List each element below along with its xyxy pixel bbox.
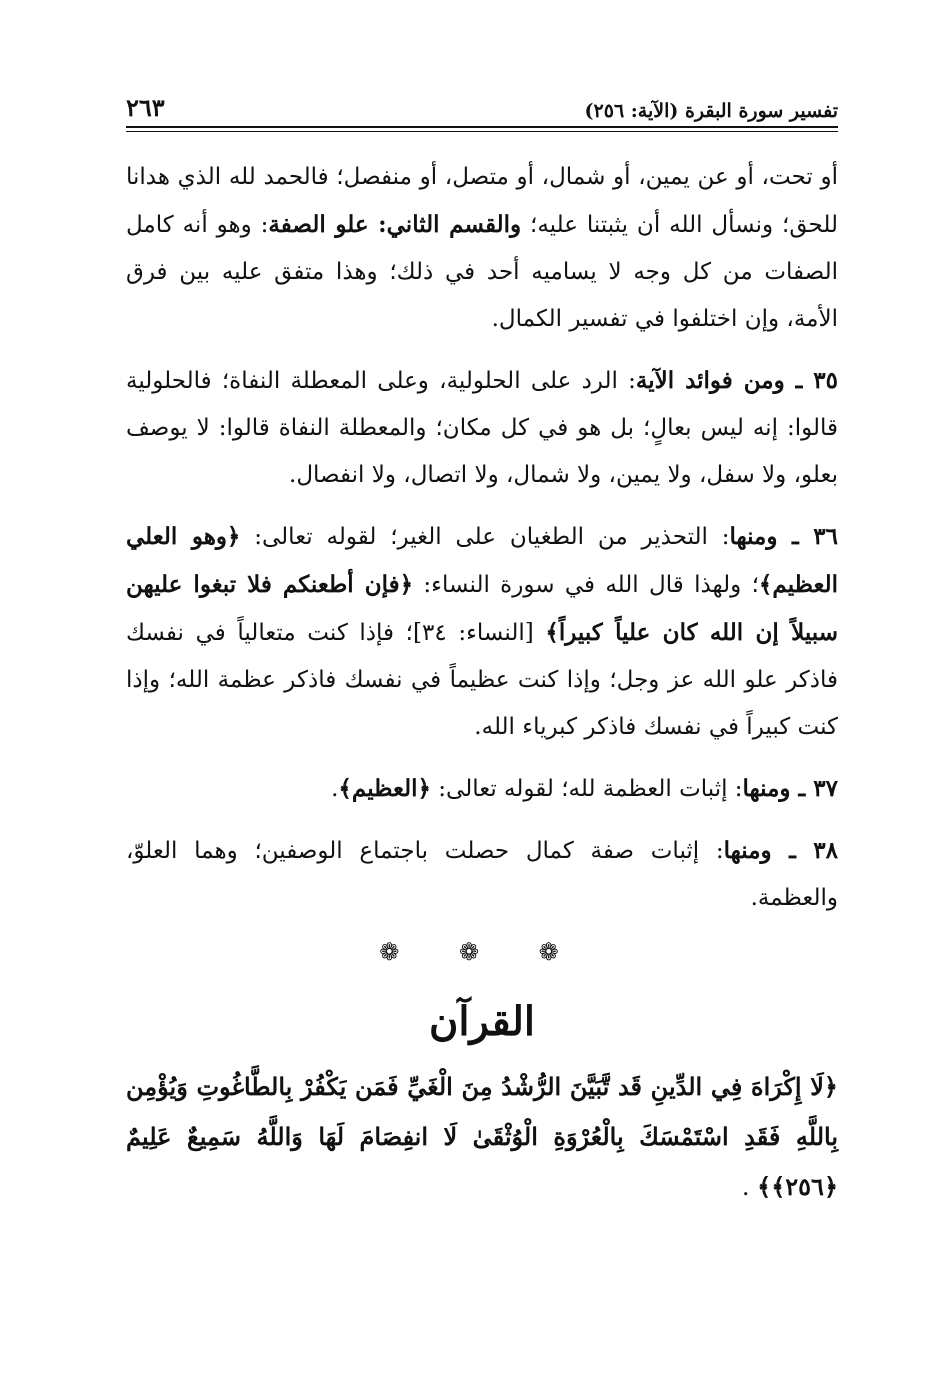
item-heading: ٣٥ ـ ومن فوائد الآية (635, 367, 838, 394)
quran-verse (126, 1062, 838, 1212)
text: [النساء: ٣٤]؛ فإذا كنت متعالياً في نفسك فاذكر علو الله عز وجل؛ وإذا كنت عظيماً في نفسك فاذكر عظمة الله؛ وإذا كنت كبيراً في نفسك فاذكر كبرياء الله. (126, 620, 838, 740)
text: : الرد على الحلولية، وعلى المعطلة النفاة؛ فالحلولية قالوا: إنه ليس بعالٍ؛ بل هو في كل مكان؛ والمعطلة النفاة قالوا: لا يوصف بعلو، ولا سفل، ولا يمين، ولا شمال، ولا اتصال، ولا انفصال. (126, 368, 838, 488)
item-heading: ٣٦ ـ ومنها (729, 523, 839, 550)
book-page (126, 78, 838, 1318)
text: : وهو أنه كامل الصفات من كل وجه لا يساميه أحد في ذلك؛ وهذا متفق عليه بين فرق الأمة، وإن اختلفوا في تفسير الكمال. (126, 212, 838, 332)
page-number: ٢٦٣ (126, 93, 165, 122)
bold-term: والقسم الثاني: علو الصفة (268, 211, 522, 238)
quran-quote: ﴿فإن أطعنكم فلا تبغوا عليهن سبيلاً إن الله كان علياً كبيراً﴾ (126, 571, 839, 646)
paragraph-35 (126, 357, 838, 499)
paragraph-37 (126, 765, 838, 813)
text: : التحذير من الطغيان على الغير؛ لقوله تعالى: (240, 524, 730, 550)
quran-quote: ﴿وهو العلي العظيم﴾ (126, 523, 838, 598)
text: : إثبات العظمة لله؛ لقوله تعالى: (430, 776, 743, 802)
text: أو تحت، أو عن يمين، أو شمال، أو متصل، أو منفصل؛ فالحمد لله الذي هدانا للحق؛ ونسأل الله أن يثبتنا عليه؛ (126, 164, 838, 238)
header-rule-thin (126, 131, 838, 132)
text: : إثبات صفة كمال حصلت باجتماع الوصفين؛ وهما العلوّ، والعظمة. (126, 838, 838, 911)
paragraph-36 (126, 513, 838, 751)
text: ؛ ولهذا قال الله في سورة النساء: (413, 572, 759, 598)
quran-quote: ﴿العظيم﴾ (338, 775, 431, 802)
text: . (331, 776, 339, 802)
header-title: تفسير سورة البقرة (الآية: ٢٥٦) (584, 100, 838, 122)
paragraph-1 (126, 154, 838, 343)
item-heading: ٣٨ ـ ومنها (723, 837, 838, 864)
header-rule-thick (126, 126, 838, 128)
section-title: القرآن (428, 998, 536, 1045)
paragraph-38 (126, 827, 838, 922)
ornament-divider: ❁ ❁ ❁ (379, 938, 585, 966)
verse-end: . (741, 1173, 758, 1201)
running-header (126, 78, 838, 126)
verse-text: ﴿لَا إِكْرَاهَ فِي الدِّينِ قَد تَّبَيَّنَ الرُّشْدُ مِنَ الْغَيِّ فَمَن يَكْفُرْ بِالطَّاغُوتِ وَيُؤْمِن بِاللَّهِ فَقَدِ اسْتَمْسَكَ بِالْعُرْوَةِ الْوُثْقَىٰ لَا انفِصَامَ لَهَا وَاللَّهُ سَمِيعٌ عَلِيمٌ ﴿٢٥٦﴾﴾ (126, 1072, 838, 1201)
item-heading: ٣٧ ـ ومنها (742, 775, 838, 802)
